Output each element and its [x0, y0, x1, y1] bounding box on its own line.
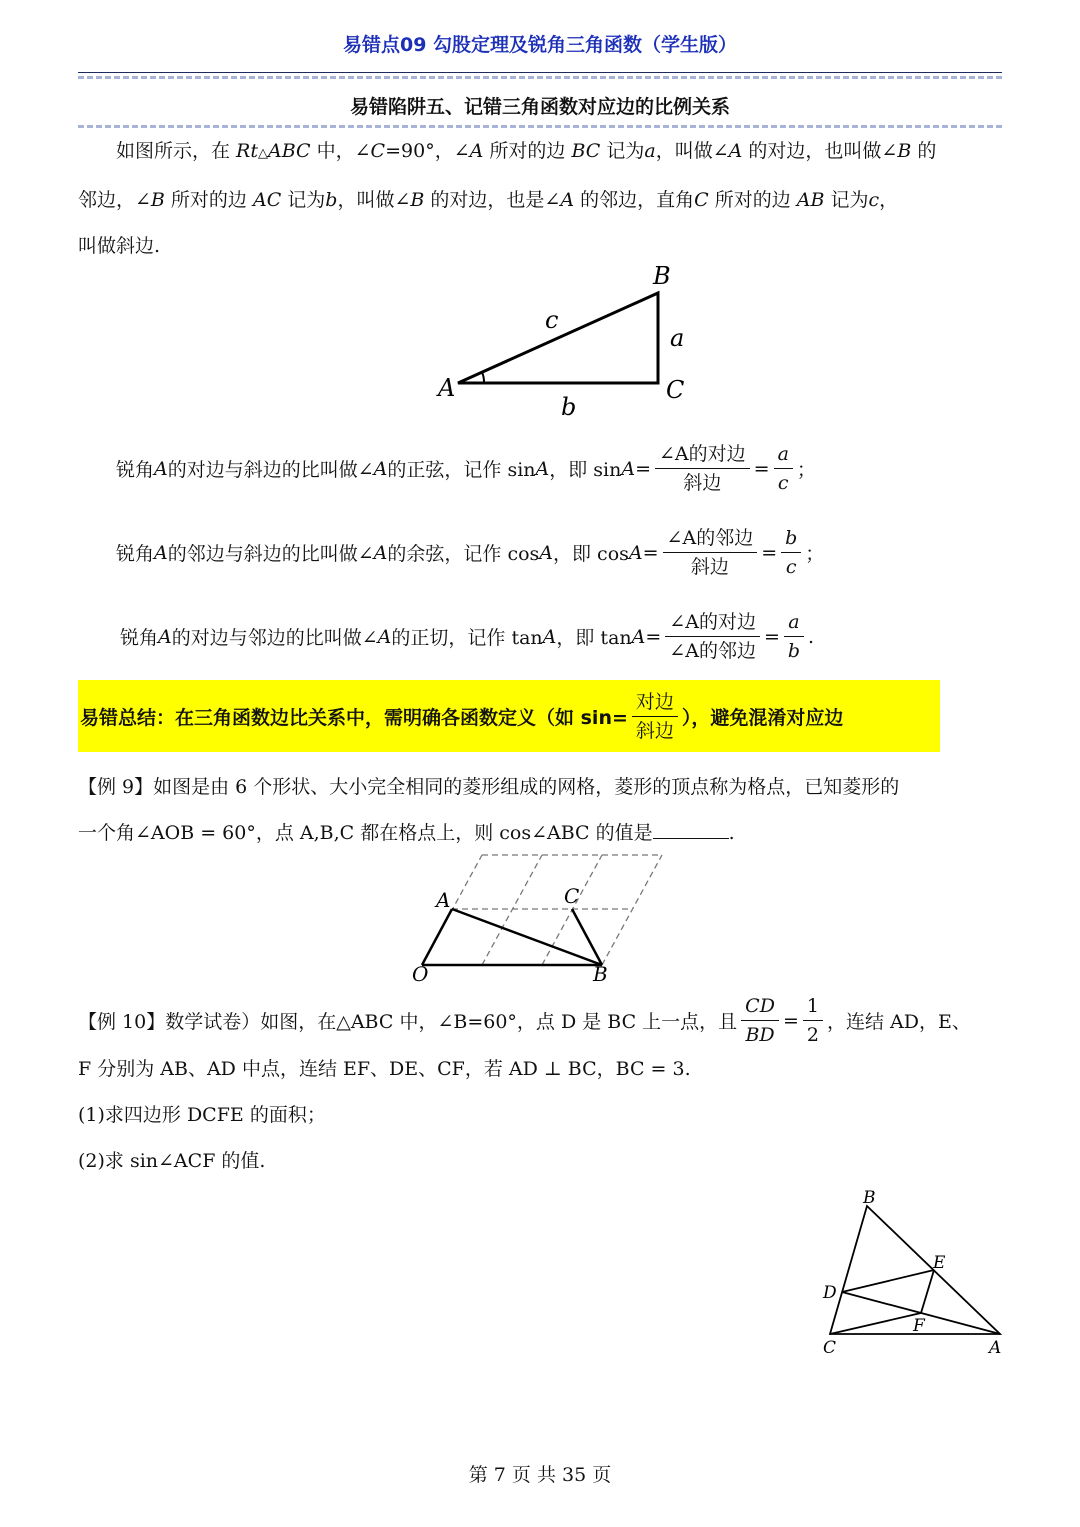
angle-a-arc [482, 372, 484, 383]
label-b-vertex: B [653, 262, 671, 290]
grid-label-a: A [436, 888, 451, 912]
tan-fraction-words: $\frac{\text{∠A的对边}}{\text{∠A的邻边}}$ [665, 610, 760, 663]
right-triangle-figure [420, 258, 700, 428]
section-title: 易错陷阱五、记错三角函数对应边的比例关系 [349, 96, 730, 118]
answer-blank[interactable] [653, 820, 729, 839]
summary-highlight: 易错总结：在三角函数边比关系中，需明确各函数定义（如 sin= $\frac{\text{对边}}{\text{斜边}}$ ），避免混淆对应边 [78, 680, 940, 752]
sin-fraction-letters: $\frac{a}{c}$ [774, 442, 793, 495]
fig-label-e: E [933, 1253, 946, 1273]
intro-paragraph [78, 128, 1002, 269]
tan-definition: 锐角 A 的对边与邻边的比叫做∠ A 的正切，记作 tan A ，即 tan A = $\frac{\text{∠A的对边}}{\text{∠A的邻边}}$ = $\frac{a}{b}$ . [120, 611, 815, 662]
example-10-question-1: (1)求四边形 DCFE 的面积； [78, 1104, 326, 1126]
fig-label-c: C [823, 1338, 837, 1358]
fig-label-f: F [913, 1316, 925, 1336]
grid-label-b: B [593, 962, 608, 986]
label-side-a: a [670, 324, 685, 352]
sin-definition: 锐角 A 的对边与斜边的比叫做∠ A 的正弦，记作 sin A ，即 sin A = $\frac{\text{∠A的对边}}{\text{斜边}}$ = $\frac{a}{c}$ ； [116, 443, 816, 494]
triangle-defce-figure [812, 1186, 1022, 1361]
cos-definition: 锐角 A 的邻边与斜边的比叫做∠ A 的余弦，记作 cos A ，即 cos A = $\frac{\text{∠A的邻边}}{\text{斜边}}$ = $\frac{b}{c}$ ； [116, 527, 825, 578]
example-10-line-2: F 分别为 AB、AD 中点，连结 EF、DE、CF，若 AD ⊥ BC，BC = 3. [78, 1058, 691, 1080]
fig-label-a: A [989, 1338, 1002, 1358]
grid-solid-lines [422, 909, 602, 965]
rhombus-grid-figure [405, 848, 705, 988]
grid-label-c: C [564, 884, 580, 908]
label-c-vertex: C [666, 376, 685, 404]
intro-line-2: 邻边，∠B 所对的边 AC 记为b，叫做∠B 的对边，也是∠A 的邻边，直角C 所对的边 AB 记为c， [78, 189, 899, 211]
cd-bd-fraction: $\frac{CD}{BD}$ [741, 994, 779, 1047]
example-9-line-2: 一个角∠AOB = 60°，点 A,B,C 都在格点上，则 cos∠ABC 的值是 . [78, 822, 735, 844]
page-footer: 第 7 页 共 35 页 [468, 1464, 612, 1486]
example-10-rest [78, 1046, 1002, 1184]
fig-label-b: B [863, 1188, 876, 1208]
example-9-text [78, 764, 1002, 856]
cos-fraction-letters: $\frac{b}{c}$ [781, 526, 801, 579]
intro-line-1: 如图所示，在 Rt△ABC 中，∠C=90°，∠A 所对的边 BC 记为a，叫做∠A 的对边，也叫做∠B 的 [116, 140, 937, 162]
one-half-fraction: $\frac{1}{2}$ [803, 994, 823, 1047]
triangle-lines [830, 1206, 1000, 1334]
example-10-line-1: 【例 10】数学试卷）如图，在△ABC 中，∠B=60°，点 D 是 BC 上一点，且 $\frac{CD}{BD}$ = $\frac{1}{2}$ ，连结 AD，E、 [78, 995, 971, 1046]
label-a-vertex: A [438, 374, 456, 402]
example-9-line-1: 【例 9】如图是由 6 个形状、大小完全相同的菱形组成的网格，菱形的顶点称为格点，已知菱形的 [78, 776, 900, 798]
example-10-question-2: (2)求 sin∠ACF 的值. [78, 1150, 266, 1172]
fig-label-d: D [823, 1283, 837, 1303]
sin-fraction-words: $\frac{\text{∠A的对边}}{\text{斜边}}$ [655, 442, 750, 495]
header-rule [78, 72, 1002, 73]
label-side-c: c [545, 306, 559, 334]
cos-fraction-words: $\frac{\text{∠A的邻边}}{\text{斜边}}$ [663, 526, 758, 579]
tan-fraction-letters: $\frac{a}{b}$ [784, 610, 804, 663]
header-dashed-rule [78, 76, 1002, 79]
label-side-b: b [561, 393, 577, 421]
grid-label-o: O [412, 962, 429, 986]
page-header-title: 易错点09 勾股定理及锐角三角函数（学生版） [342, 34, 738, 56]
summary-fraction: $\frac{\text{对边}}{\text{斜边}}$ [632, 690, 678, 743]
intro-line-3: 叫做斜边. [78, 235, 161, 257]
